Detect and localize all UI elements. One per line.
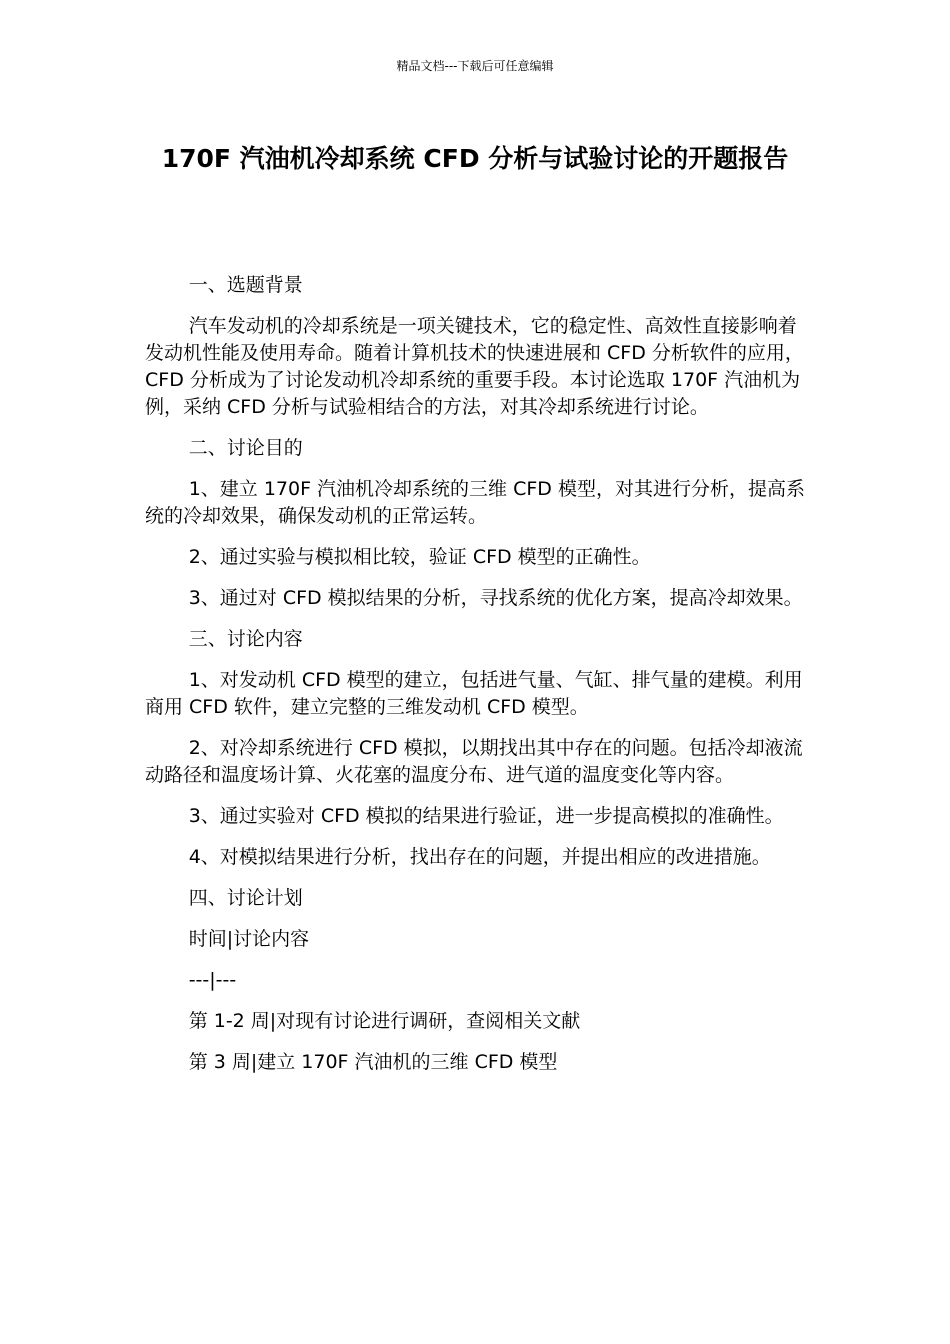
plan-row-1: 第 1-2 周|对现有讨论进行调研，查阅相关文献	[188, 1010, 581, 1032]
section-heading-content: 三、讨论内容	[188, 628, 303, 650]
purpose-item-2: 2、通过实验与模拟相比较，验证 CFD 模型的正确性。	[188, 546, 651, 568]
page-header-note: 精品文档---下载后可任意编辑	[396, 59, 554, 73]
plan-table-header: 时间|讨论内容	[188, 928, 310, 950]
section-heading-purpose: 二、讨论目的	[188, 437, 303, 459]
purpose-item-3: 3、通过对 CFD 模拟结果的分析，寻找系统的优化方案，提高冷却效果。	[188, 587, 803, 609]
content-item-1: 1、对发动机 CFD 模型的建立，包括进气量、气缸、排气量的建模。利用商用 CFD 软件，建立完整的三维发动机 CFD 模型。	[145, 669, 803, 718]
plan-row-2: 第 3 周|建立 170F 汽油机的三维 CFD 模型	[188, 1051, 558, 1073]
plan-table-separator: ---|---	[188, 969, 237, 991]
content-item-4: 4、对模拟结果进行分析，找出存在的问题，并提出相应的改进措施。	[188, 846, 771, 868]
paragraph-background: 汽车发动机的冷却系统是一项关键技术，它的稳定性、高效性直接影响着发动机性能及使用寿命。随着计算机技术的快速进展和 CFD 分析软件的应用，CFD 分析成为了讨论发动机冷却系统的重要手段。本讨论选取 170F 汽油机为例，采纳 CFD 分析与试验相结合的方法，对其冷却系统进行讨论。	[145, 315, 804, 418]
content-item-3: 3、通过实验对 CFD 模拟的结果进行验证，进一步提高模拟的准确性。	[188, 805, 784, 827]
purpose-item-1: 1、建立 170F 汽油机冷却系统的三维 CFD 模型，对其进行分析，提高系统的冷却效果，确保发动机的正常运转。	[145, 478, 805, 527]
document-body	[145, 272, 815, 1090]
content-item-2: 2、对冷却系统进行 CFD 模拟，以期找出其中存在的问题。包括冷却液流动路径和温度场计算、火花塞的温度分布、进气道的温度变化等内容。	[145, 737, 803, 786]
section-heading-background: 一、选题背景	[188, 274, 303, 296]
section-heading-plan: 四、讨论计划	[188, 887, 303, 909]
document-title: 170F 汽油机冷却系统 CFD 分析与试验讨论的开题报告	[161, 144, 789, 173]
